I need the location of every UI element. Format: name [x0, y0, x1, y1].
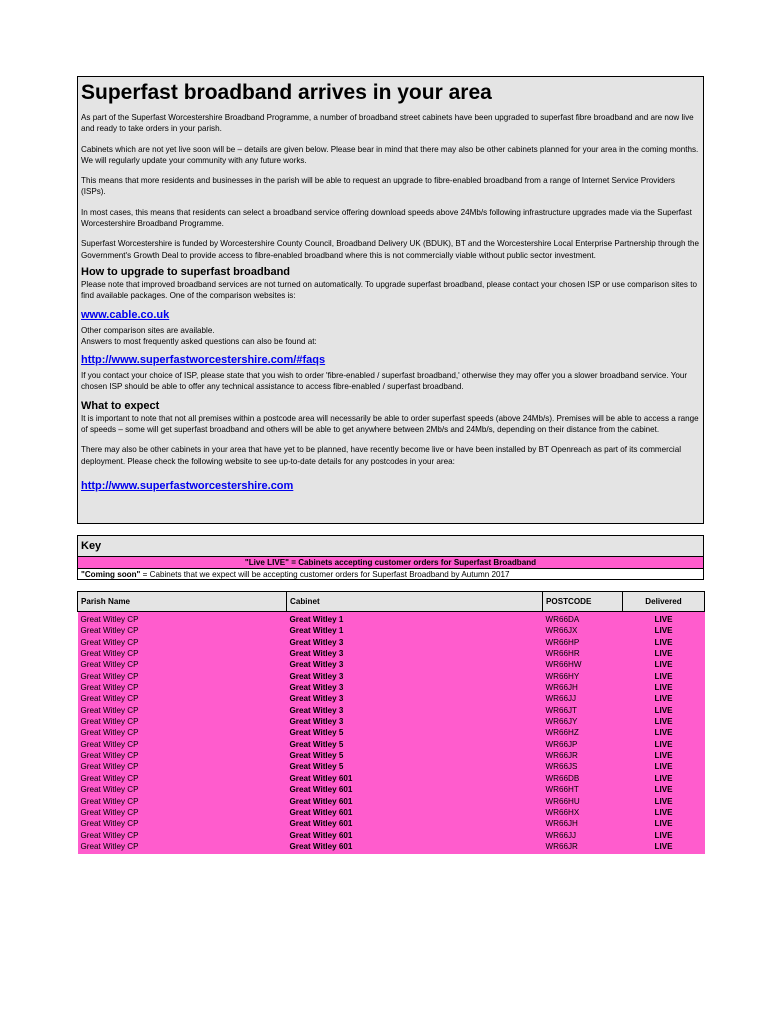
- table-row: [78, 671, 705, 682]
- cabinet-cell: Great Witley 1: [289, 615, 344, 624]
- parish-cell: Great Witley CP: [80, 683, 139, 693]
- delivered-cell: LIVE: [654, 694, 673, 704]
- parish-cell: Great Witley CP: [80, 830, 139, 840]
- header-parish-name: Parish Name: [78, 592, 287, 612]
- cabinet-cell: Great Witley 3: [289, 705, 344, 715]
- delivered-cell: LIVE: [654, 671, 673, 681]
- table-row: [78, 761, 705, 772]
- key-live-row: "Live LIVE" = Cabinets accepting customer orders for Superfast Broadband: [78, 557, 703, 569]
- intro-paragraph-1: As part of the Superfast Worcestershire Broadband Programme, a number of broadband street cabinets have been upgraded to superfast fibre broadband and are now live and ready to take orders in your parish.: [81, 113, 694, 134]
- table-row: [78, 784, 705, 795]
- table-row: [78, 637, 705, 648]
- postcode-cell: WR66HP: [545, 637, 580, 647]
- postcode-cell: WR66HR: [545, 649, 580, 659]
- cable-link[interactable]: www.cable.co.uk: [81, 308, 170, 321]
- table-row: [78, 682, 705, 693]
- cabinet-cell: Great Witley 601: [289, 841, 353, 851]
- parish-cell: Great Witley CP: [80, 626, 139, 636]
- cabinet-cell: Great Witley 601: [289, 819, 353, 829]
- website-link[interactable]: http://www.superfastworcestershire.com: [81, 479, 294, 492]
- postcode-cell: WR66JT: [545, 705, 577, 715]
- parish-cell: Great Witley CP: [80, 671, 139, 681]
- cabinet-cell: Great Witley 3: [289, 683, 344, 693]
- table-row: [78, 796, 705, 807]
- delivered-cell: LIVE: [654, 841, 673, 851]
- key-title: Key: [78, 536, 703, 557]
- delivered-cell: LIVE: [654, 717, 673, 727]
- delivered-cell: LIVE: [654, 807, 673, 817]
- intro-paragraph-3: This means that more residents and businesses in the parish will be able to request an upgrade to fibre-enabled broadband from a range of Internet Service Providers (ISPs).: [81, 176, 675, 197]
- upgrade-text: Please note that improved broadband services are not turned on automatically. To upgrade superfast broadband, please contact your chosen ISP or use comparison sites to find available packages. One of the comparison websites is:: [81, 279, 697, 301]
- table-row: [78, 625, 705, 636]
- faq-intro-text: Answers to most frequently asked questions can also be found at:: [81, 336, 317, 346]
- cabinet-cell: Great Witley 5: [289, 728, 344, 738]
- table-row: [78, 727, 705, 738]
- postcode-cell: WR66JH: [545, 683, 578, 693]
- key-coming-soon-text: = Cabinets that we expect will be accepting customer orders for Superfast Broadband by Autumn 2017: [140, 570, 510, 579]
- table-row: [78, 773, 705, 784]
- parish-cell: Great Witley CP: [80, 637, 139, 647]
- cabinet-cell: Great Witley 3: [289, 694, 344, 704]
- expect-text-2: There may also be other cabinets in your area that have yet to be planned, have recently become live or have been installed by BT Openreach as part of its commercial deployment. Please check the following website to see up-to-date details for any postcodes in your area:: [81, 445, 682, 466]
- cabinet-cell: Great Witley 3: [289, 660, 344, 670]
- delivered-cell: LIVE: [654, 773, 673, 783]
- parish-cell: Great Witley CP: [80, 705, 139, 715]
- postcode-cell: WR66JJ: [545, 694, 577, 704]
- delivered-cell: LIVE: [654, 728, 673, 738]
- upgrade-heading: How to upgrade to superfast broadband: [81, 265, 291, 278]
- info-panel: [77, 76, 704, 524]
- cabinet-cell: Great Witley 3: [289, 671, 344, 681]
- table-header-row: [78, 592, 705, 612]
- key-panel: [77, 535, 704, 580]
- postcode-cell: WR66JY: [545, 717, 578, 727]
- cabinet-cell: Great Witley 5: [289, 751, 344, 761]
- table-row: [78, 807, 705, 818]
- parish-cell: Great Witley CP: [80, 739, 139, 749]
- parish-cell: Great Witley CP: [80, 615, 139, 624]
- parish-cell: Great Witley CP: [80, 796, 139, 806]
- parish-cell: Great Witley CP: [80, 660, 139, 670]
- cabinet-cell: Great Witley 3: [289, 637, 344, 647]
- cabinets-table: [77, 591, 705, 854]
- postcode-cell: WR66HX: [545, 807, 580, 817]
- postcode-cell: WR66DB: [545, 773, 580, 783]
- delivered-cell: LIVE: [654, 796, 673, 806]
- postcode-cell: WR66HT: [545, 785, 579, 795]
- faqs-link[interactable]: http://www.superfastworcestershire.com/#faqs: [81, 354, 326, 367]
- table-row: [78, 648, 705, 659]
- intro-paragraph-4: In most cases, this means that residents can select a broadband service offering download speeds above 24Mb/s following infrastructure upgrades made via the Superfast Worcestershire Broadband Programme.: [81, 207, 692, 229]
- postcode-cell: WR66HZ: [545, 728, 579, 738]
- postcode-cell: WR66HU: [545, 796, 580, 806]
- header-cabinet: Cabinet: [287, 592, 543, 612]
- table-row: [78, 818, 705, 829]
- delivered-cell: LIVE: [654, 785, 673, 795]
- parish-cell: Great Witley CP: [80, 773, 139, 783]
- postcode-cell: WR66JS: [545, 762, 578, 772]
- parish-cell: Great Witley CP: [80, 785, 139, 795]
- cabinet-cell: Great Witley 601: [289, 785, 353, 795]
- table-row: [78, 716, 705, 727]
- other-sites-text: Other comparison sites are available.: [81, 325, 215, 335]
- delivered-cell: LIVE: [654, 705, 673, 715]
- cabinet-cell: Great Witley 601: [289, 830, 353, 840]
- table-row: [78, 612, 705, 626]
- parish-cell: Great Witley CP: [80, 694, 139, 704]
- cabinet-cell: Great Witley 1: [289, 626, 344, 636]
- postcode-cell: WR66DA: [545, 615, 580, 624]
- page-title: Superfast broadband arrives in your area: [81, 81, 492, 104]
- delivered-cell: LIVE: [654, 637, 673, 647]
- cabinet-cell: Great Witley 601: [289, 807, 353, 817]
- delivered-cell: LIVE: [654, 660, 673, 670]
- parish-cell: Great Witley CP: [80, 649, 139, 659]
- header-postcode: POSTCODE: [543, 592, 623, 612]
- cabinet-cell: Great Witley 601: [289, 796, 353, 806]
- table-row: [78, 693, 705, 704]
- delivered-cell: LIVE: [654, 819, 673, 829]
- key-coming-soon-row: [78, 569, 703, 580]
- parish-cell: Great Witley CP: [80, 762, 139, 772]
- table-row: [78, 739, 705, 750]
- intro-paragraph-5: Superfast Worcestershire is funded by Worcestershire County Council, Broadband Delivery UK (BDUK), BT and the Worcestershire Local Enterprise Partnership through the Government's Growth Deal to provide access to fibre-enabled broadband where this is not commercially viable without public sector investment.: [81, 239, 699, 260]
- cabinet-cell: Great Witley 3: [289, 717, 344, 727]
- table-row: [78, 750, 705, 761]
- cabinet-cell: Great Witley 5: [289, 739, 344, 749]
- parish-cell: Great Witley CP: [80, 807, 139, 817]
- delivered-cell: LIVE: [654, 615, 673, 624]
- expect-heading: What to expect: [81, 399, 160, 412]
- postcode-cell: WR66HY: [545, 671, 580, 681]
- postcode-cell: WR66JP: [545, 739, 578, 749]
- parish-cell: Great Witley CP: [80, 751, 139, 761]
- expect-text-1: It is important to note that not all premises within a postcode area will necessarily be able to order superfast speeds (above 24Mb/s). Premises will be able to access a range of speeds – some will get superfast broadband and others will be able to get anywhere between 2Mb/s and 24Mb/s, depending on their distance from the cabinet.: [81, 413, 699, 435]
- delivered-cell: LIVE: [654, 683, 673, 693]
- key-coming-soon-label: "Coming soon": [81, 570, 141, 579]
- delivered-cell: LIVE: [654, 762, 673, 772]
- parish-cell: Great Witley CP: [80, 819, 139, 829]
- postcode-cell: WR66JH: [545, 819, 578, 829]
- cabinet-cell: Great Witley 601: [289, 773, 353, 783]
- parish-cell: Great Witley CP: [80, 717, 139, 727]
- delivered-cell: LIVE: [654, 649, 673, 659]
- delivered-cell: LIVE: [654, 739, 673, 749]
- postcode-cell: WR66JR: [545, 841, 578, 851]
- postcode-cell: WR66JJ: [545, 830, 577, 840]
- delivered-cell: LIVE: [654, 626, 673, 636]
- postcode-cell: WR66JR: [545, 751, 578, 761]
- postcode-cell: WR66HW: [545, 660, 582, 670]
- table-row: [78, 841, 705, 854]
- intro-paragraph-2: Cabinets which are not yet live soon will be – details are given below. Please bear in mind that there may also be other cabinets planned for your area in the coming months. We will regularly update your community with any future works.: [81, 144, 699, 165]
- header-delivered: Delivered: [623, 592, 705, 612]
- delivered-cell: LIVE: [654, 751, 673, 761]
- cabinet-cell: Great Witley 3: [289, 649, 344, 659]
- table-row: [78, 705, 705, 716]
- postcode-cell: WR66JX: [545, 626, 578, 636]
- parish-cell: Great Witley CP: [80, 728, 139, 738]
- isp-text: If you contact your choice of ISP, please state that you wish to order 'fibre-enabled / superfast broadband,' otherwise they may offer you a slower broadband service. Your chosen ISP should be able to offer any technical assistance to access fibre-enabled / superfast broadband.: [81, 371, 688, 392]
- cabinet-cell: Great Witley 5: [289, 762, 344, 772]
- table-row: [78, 830, 705, 841]
- parish-cell: Great Witley CP: [80, 841, 139, 851]
- table-row: [78, 659, 705, 670]
- delivered-cell: LIVE: [654, 830, 673, 840]
